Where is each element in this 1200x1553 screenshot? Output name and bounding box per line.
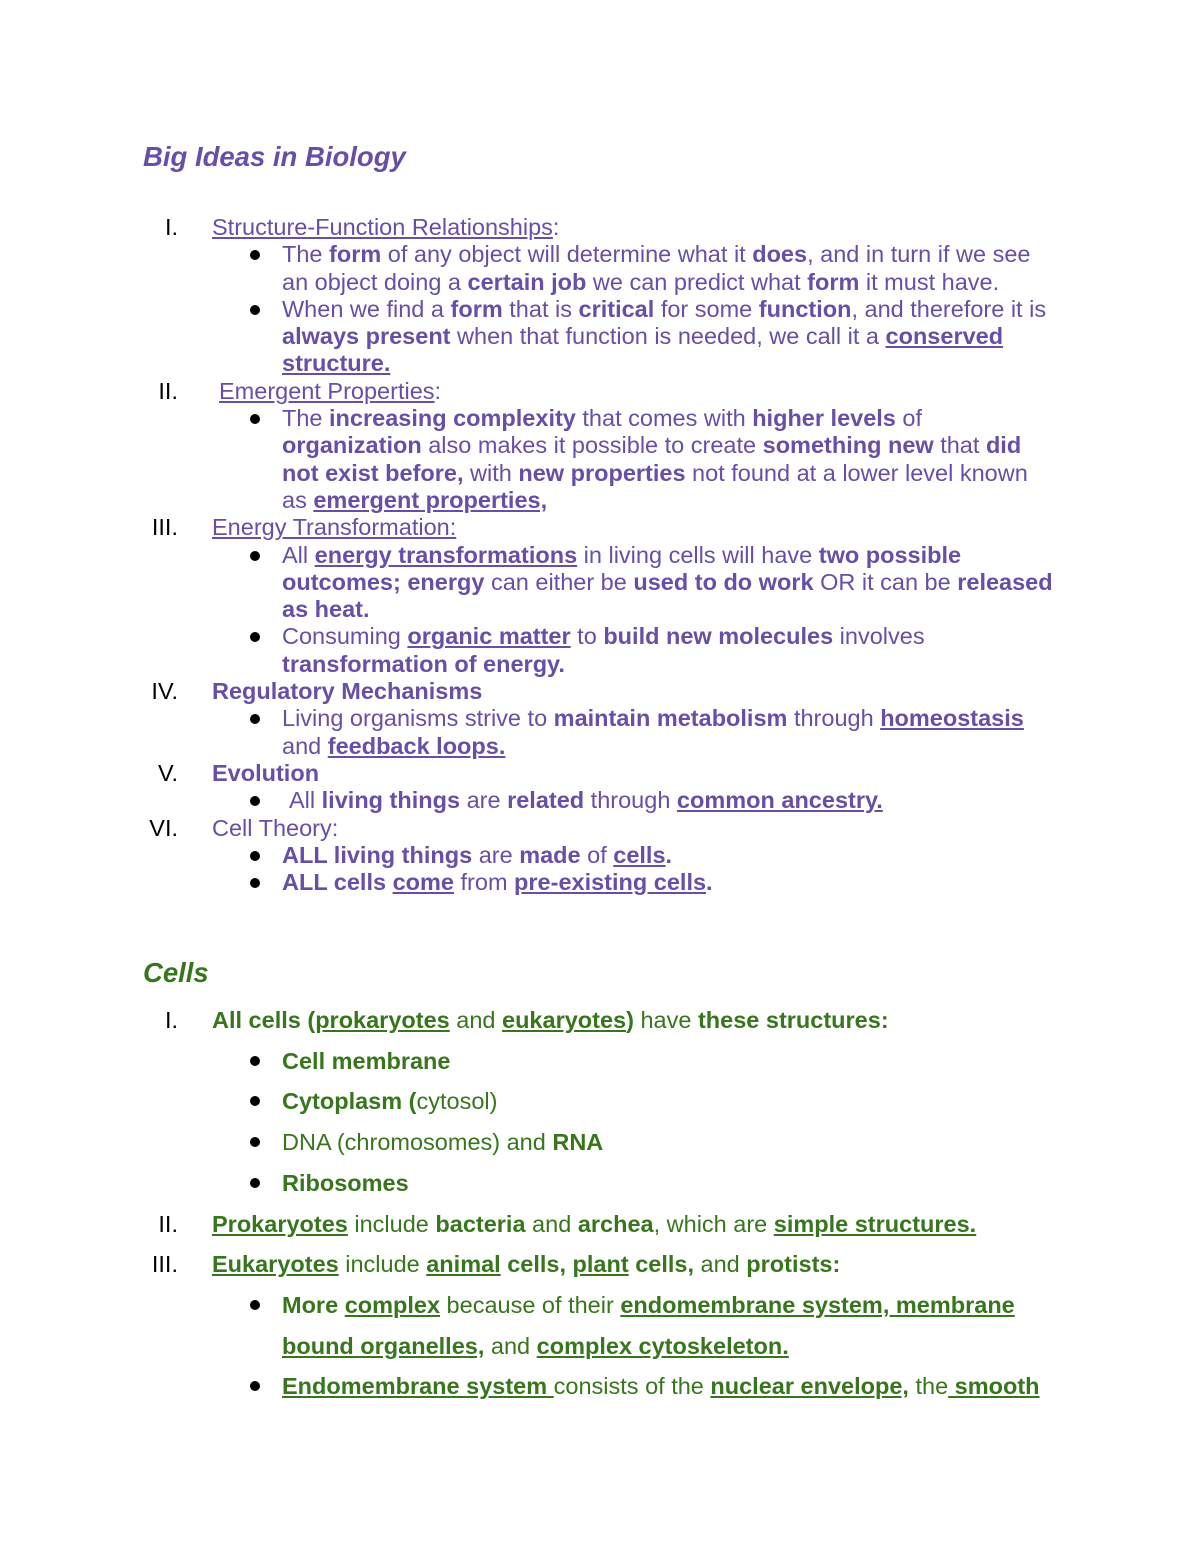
section-title-big-ideas: Big Ideas in Biology — [143, 141, 406, 172]
outline-item — [0, 1244, 1200, 1407]
key-term: function — [758, 295, 852, 322]
text-run: we can predict what — [586, 268, 808, 295]
bullet-icon — [250, 851, 260, 861]
key-term: new properties — [518, 459, 686, 486]
key-term: cells, — [500, 1251, 573, 1278]
text-run: of — [895, 405, 923, 432]
text-run: because of their — [440, 1291, 621, 1318]
underlined-term: animal — [426, 1251, 501, 1278]
underlined-term: Eukaryotes — [212, 1251, 339, 1278]
underlined-term: complex cytoskeleton. — [536, 1332, 789, 1359]
bullet-text — [0, 1366, 1200, 1407]
bullet-text — [0, 405, 1200, 514]
underlined-term: smooth — [948, 1373, 1040, 1400]
bullet-text — [0, 241, 1200, 296]
text-run: consists of the — [553, 1373, 711, 1400]
key-term: used to do work — [633, 568, 814, 595]
underlined-term: organic matter — [407, 623, 571, 650]
big-ideas-outline — [0, 214, 1200, 896]
underlined-term: Endomembrane system — [282, 1373, 554, 1400]
underlined-term: structure. — [282, 350, 391, 377]
bullet-item — [0, 842, 1200, 869]
bullet-text — [0, 296, 1200, 378]
key-term: form — [329, 241, 382, 268]
outline-item — [0, 378, 1200, 514]
outline-item — [0, 1000, 1200, 1204]
text-run: to — [570, 623, 604, 650]
bullet-text — [0, 1163, 1200, 1204]
underlined-term: emergent properties, — [313, 486, 548, 513]
text-run: have — [633, 1007, 698, 1033]
section-title-cells: Cells — [143, 957, 209, 988]
text-run: , and therefore it is — [851, 295, 1047, 322]
key-term: related — [507, 787, 585, 814]
heading-text: Regulatory Mechanisms — [212, 678, 483, 705]
text-run: include — [347, 1210, 436, 1237]
item-numeral: I. — [164, 1007, 178, 1033]
underlined-term: Prokaryotes — [212, 1210, 348, 1237]
text-run: (chromosomes) and — [330, 1129, 553, 1156]
key-term: ALL cells — [282, 869, 393, 896]
outline-item — [0, 760, 1200, 815]
bullet-item — [0, 542, 1200, 624]
text-run: as — [282, 486, 314, 513]
text-run: through — [787, 705, 881, 732]
key-term: protists: — [746, 1251, 841, 1278]
text-run: are — [460, 787, 508, 814]
text-run: , and in turn if we see — [807, 241, 1031, 268]
key-term: More — [282, 1291, 345, 1318]
text-run: Living organisms strive to — [282, 705, 554, 732]
text-run: for some — [654, 295, 759, 322]
item-heading — [0, 214, 1200, 241]
underlined-term: cells — [613, 841, 666, 868]
text-run: All — [289, 787, 322, 814]
key-term: not exist before, — [282, 459, 464, 486]
heading-text: Cell Theory: — [212, 814, 339, 841]
outline-item — [0, 514, 1200, 678]
text-run: Consuming — [282, 623, 408, 650]
bullet-icon — [250, 1178, 260, 1188]
bullet-text — [0, 705, 1200, 760]
key-term: RNA — [552, 1129, 604, 1156]
text-run: When we find a — [282, 295, 451, 322]
key-term: organization — [282, 432, 422, 459]
key-term: released — [957, 568, 1053, 595]
underlined-term: complex — [344, 1291, 441, 1318]
key-term: ALL living things — [282, 841, 473, 868]
item-heading — [0, 1204, 1200, 1245]
bullet-item — [0, 296, 1200, 378]
bullet-item — [0, 241, 1200, 296]
item-numeral: III. — [151, 1251, 178, 1278]
underlined-term: bound organelles, — [282, 1332, 485, 1359]
text-run: include — [338, 1251, 427, 1278]
bullet-icon — [250, 1056, 260, 1066]
bullet-icon — [250, 1300, 260, 1310]
text-run: in living cells will have — [577, 541, 819, 568]
item-numeral: IV. — [151, 678, 178, 705]
bullet-item — [0, 869, 1200, 896]
key-term: something new — [762, 432, 934, 459]
text-run: cytosol) — [416, 1088, 498, 1115]
bullet-item — [0, 705, 1200, 760]
key-term: maintain metabolism — [553, 705, 788, 732]
text-run: from — [453, 869, 515, 896]
text-run: All — [282, 541, 315, 568]
text-run: and — [282, 732, 328, 759]
outline-item — [0, 214, 1200, 378]
text-run: and — [525, 1210, 578, 1237]
key-term: outcomes; energy — [282, 568, 485, 595]
key-term: does — [752, 241, 808, 268]
key-term: these structures: — [697, 1007, 889, 1033]
item-heading — [0, 514, 1200, 541]
key-term: All cells ( — [212, 1007, 316, 1033]
key-term: Ribosomes — [282, 1169, 409, 1196]
bullet-text — [0, 1041, 1200, 1082]
cells-outline — [0, 1000, 1200, 1407]
bullet-text — [0, 623, 1200, 678]
bullet-text — [0, 842, 1200, 869]
key-term: archea — [577, 1210, 654, 1237]
item-heading — [0, 1244, 1200, 1285]
underlined-term: pre-existing cells — [514, 869, 707, 896]
underlined-term: common ancestry. — [676, 787, 883, 814]
heading-text: : — [434, 377, 442, 404]
item-numeral: II. — [158, 1210, 178, 1237]
bullet-icon — [250, 305, 260, 315]
key-term: transformation of energy. — [282, 650, 565, 677]
heading-text: Structure-Function Relationships — [212, 214, 553, 240]
text-run: and — [449, 1007, 502, 1033]
text-run: it must have. — [859, 268, 1000, 295]
bullet-text — [0, 787, 1200, 814]
bullet-text — [0, 542, 1200, 624]
item-numeral: II. — [158, 377, 178, 404]
outline-item — [0, 815, 1200, 897]
outline-item — [0, 678, 1200, 760]
key-term: increasing complexity — [329, 405, 576, 432]
bullet-item — [0, 787, 1200, 814]
text-run: with — [463, 459, 519, 486]
key-term: made — [519, 841, 581, 868]
key-term: ) — [626, 1007, 634, 1033]
underlined-term: prokaryotes — [315, 1007, 450, 1033]
item-numeral: I. — [164, 214, 178, 240]
key-term: . — [706, 869, 713, 896]
underlined-term: energy transformations — [314, 541, 578, 568]
underlined-term: feedback loops. — [327, 732, 506, 759]
key-term: two possible — [818, 541, 962, 568]
bullet-text — [0, 1081, 1200, 1122]
key-term: higher levels — [752, 405, 896, 432]
text-run: that — [933, 432, 986, 459]
bullet-icon — [250, 551, 260, 561]
item-heading — [0, 378, 1200, 405]
bullet-item — [0, 623, 1200, 678]
underlined-term: nuclear envelope, — [710, 1373, 909, 1400]
underlined-term: conserved — [885, 323, 1004, 350]
text-run: OR it can be — [813, 568, 958, 595]
text-run: that comes with — [575, 405, 753, 432]
key-term: always present — [282, 323, 451, 350]
item-heading — [0, 815, 1200, 842]
key-term: living things — [321, 787, 461, 814]
text-run: can either be — [484, 568, 634, 595]
item-numeral: VI. — [149, 814, 178, 841]
key-term: bacteria — [435, 1210, 526, 1237]
text-run: involves — [833, 623, 925, 650]
underlined-term: eukaryotes — [502, 1007, 627, 1033]
item-heading — [0, 1000, 1200, 1041]
underlined-term: plant — [572, 1251, 629, 1278]
text-run: of — [580, 841, 614, 868]
underlined-term: simple structures. — [773, 1210, 977, 1237]
text-run: through — [584, 787, 677, 814]
text-run: and — [484, 1332, 537, 1359]
bullet-item — [0, 1163, 1200, 1204]
key-term: cells, — [628, 1251, 695, 1278]
key-term: Cell membrane — [282, 1047, 451, 1074]
key-term: Cytoplasm ( — [282, 1088, 417, 1115]
underlined-term: come — [392, 869, 454, 896]
text-run: when that function is needed, we call it a — [450, 323, 886, 350]
text-run: of any object will determine what it — [381, 241, 753, 268]
item-numeral: V. — [157, 759, 178, 786]
bullet-item — [0, 1122, 1200, 1163]
key-term: form — [450, 295, 503, 322]
underlined-term: endomembrane system, membrane — [620, 1291, 1015, 1318]
text-run: an object doing a — [282, 268, 468, 295]
key-term: as heat. — [282, 596, 370, 623]
outline-item — [0, 1204, 1200, 1245]
text-run: are — [472, 841, 520, 868]
item-heading — [0, 678, 1200, 705]
heading-text: Emergent Properties — [219, 377, 435, 404]
text-run: that is — [502, 295, 579, 322]
bullet-item — [0, 1285, 1200, 1366]
bullet-item — [0, 1366, 1200, 1407]
underlined-term: homeostasis — [880, 705, 1024, 732]
bullet-text — [0, 869, 1200, 896]
bullet-text — [0, 1285, 1200, 1366]
text-run: and — [694, 1251, 747, 1278]
text-run: The — [282, 405, 330, 432]
heading-text: : — [552, 214, 560, 240]
bullet-item — [0, 1081, 1200, 1122]
text-run: DNA — [282, 1129, 331, 1156]
item-numeral: III. — [151, 514, 178, 541]
bullet-item — [0, 405, 1200, 514]
item-heading — [0, 760, 1200, 787]
key-term: . — [665, 841, 673, 868]
bullet-item — [0, 1041, 1200, 1082]
text-run: , which are — [653, 1210, 774, 1237]
text-run: the — [908, 1373, 949, 1400]
key-term: build new molecules — [603, 623, 834, 650]
key-term: form — [807, 268, 860, 295]
heading-text: Energy Transformation: — [212, 514, 457, 541]
text-run: also makes it possible to create — [421, 432, 763, 459]
key-term: did — [985, 432, 1022, 459]
text-run: not found at a lower level known — [685, 459, 1028, 486]
bullet-text — [0, 1122, 1200, 1163]
heading-text: Evolution — [212, 759, 320, 786]
key-term: critical — [578, 295, 655, 322]
key-term: certain job — [467, 268, 587, 295]
text-run: The — [282, 241, 330, 268]
